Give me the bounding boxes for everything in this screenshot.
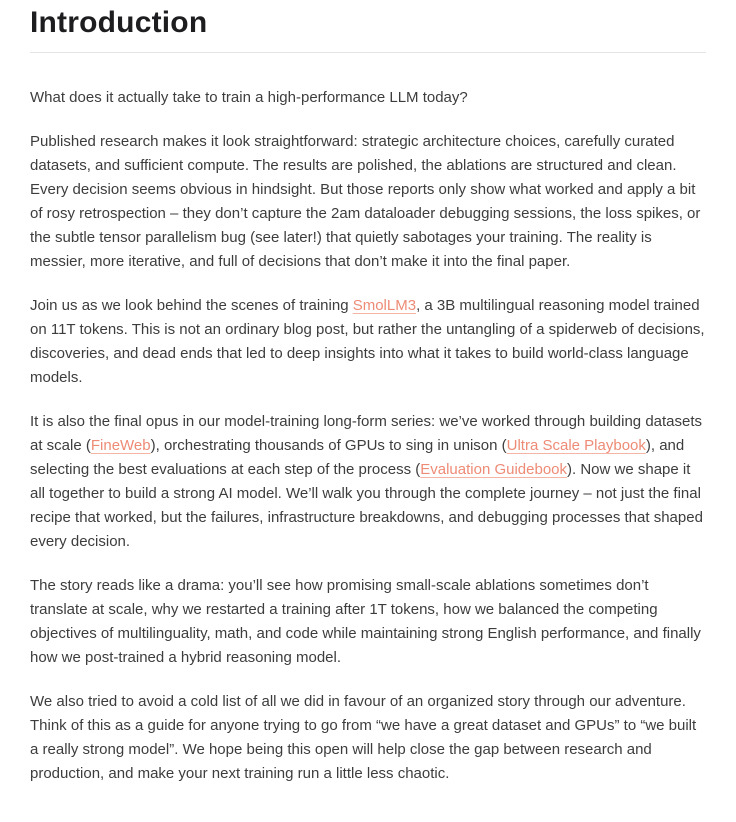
text-segment: ), and selecting the best evaluations at each step of the process ( [30,437,685,478]
text-segment: What does it actually take to train a high-performance LLM today? [30,89,468,106]
smollm3-link[interactable]: SmolLM3 [352,297,417,314]
paragraph [30,410,706,554]
paragraph [30,574,706,670]
text-segment: ), orchestrating thousands of GPUs to sing in unison ( [150,437,507,454]
title-divider [30,52,706,53]
text-segment: ). Now we shape it all together to build a strong AI model. We’ll walk you through the complete journey – not just the final recipe that worked, but the failures, infrastructure breakdowns, and debugging processes that shaped every decision. [30,461,703,550]
text-segment: Join us as we look behind the scenes of training [30,297,353,314]
text-segment: Published research makes it look straightforward: strategic architecture choices, carefully curated datasets, and sufficient compute. The results are polished, the ablations are structured and clean. Every decision seems obvious in hindsight. But those reports only show what worked and apply a bit of rosy retrospection – they don’t capture the 2am dataloader debugging sessions, the loss spikes, or the subtle tensor parallelism bug (see later!) that quietly sabotages your training. The reality is messier, more iterative, and full of decisions that don’t make it into the final paper. [30,133,701,270]
text-segment: We also tried to avoid a cold list of all we did in favour of an organized story through our adventure. Think of this as a guide for anyone trying to go from “we have a great dataset and GPUs” to “we built a really strong model”. We hope being this open will help close the gap between research and production, and make your next training run a little less chaotic. [30,693,697,782]
text-segment: The story reads like a drama: you’ll see how promising small-scale ablations sometimes don’t translate at scale, why we restarted a training after 1T tokens, how we balanced the competing objectives of multilinguality, math, and code while maintaining strong English performance, and finally how we post-trained a hybrid reasoning model. [30,577,701,666]
text-segment: It is also the final opus in our model-training long-form series: we’ve worked through building datasets at scale ( [30,413,703,454]
paragraph [30,86,706,110]
paragraph [30,294,706,390]
fineweb-link[interactable]: FineWeb [90,437,151,454]
page-title: Introduction [30,6,208,39]
evaluation-guidebook-link[interactable]: Evaluation Guidebook [420,461,568,478]
paragraph [30,690,706,786]
text-segment: , a 3B multilingual reasoning model trained on 11T tokens. This is not an ordinary blog post, but rather the untangling of a spiderweb of decisions, discoveries, and dead ends that led to deep insights into what it takes to build world-class language models. [30,297,705,386]
article-body [30,86,706,786]
ultra-scale-playbook-link[interactable]: Ultra Scale Playbook [506,437,646,454]
paragraph [30,130,706,274]
